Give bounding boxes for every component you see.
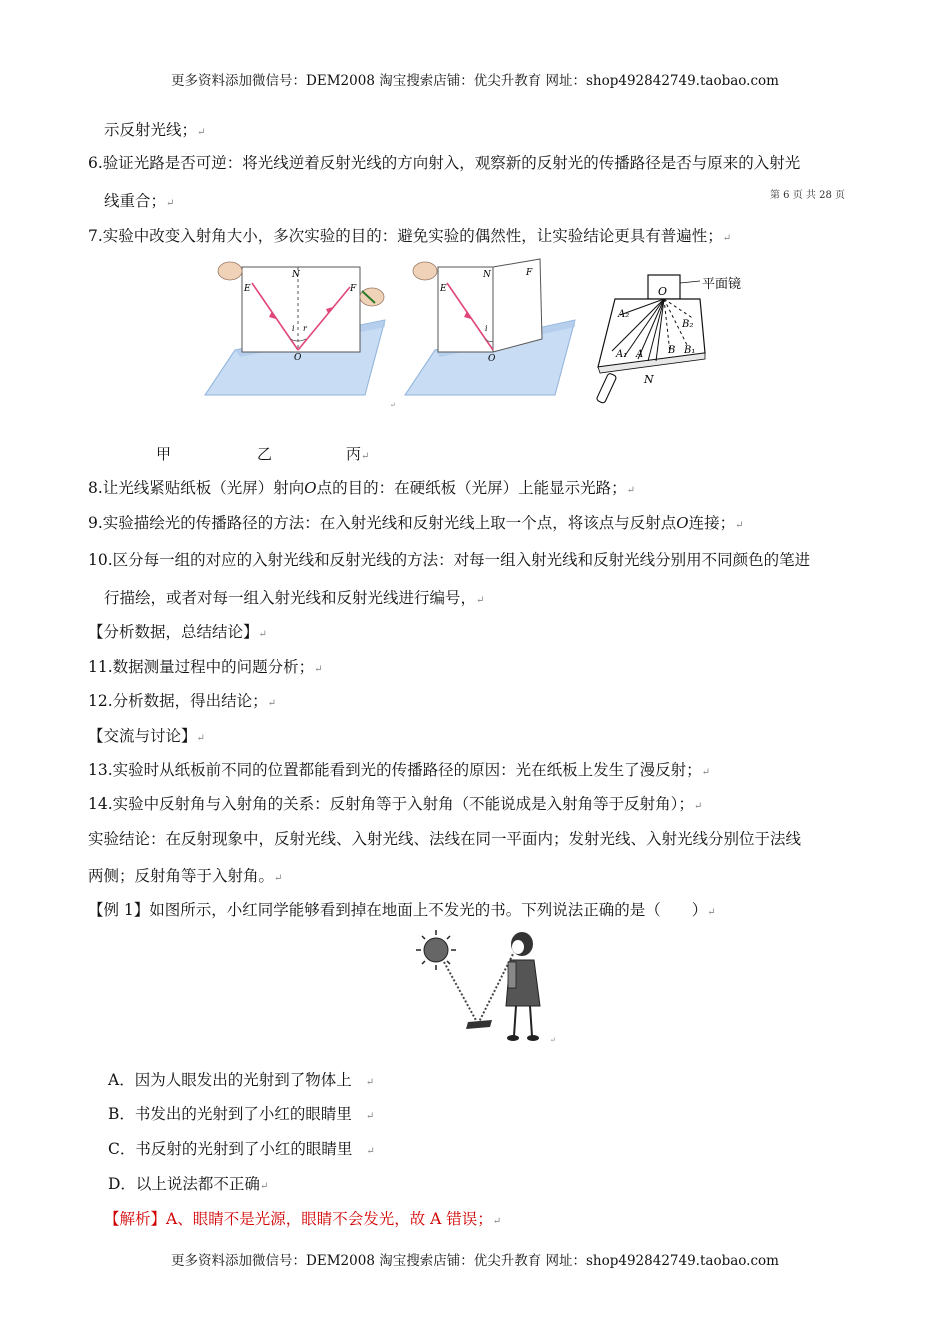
paragraph-mark: ↵ (361, 451, 370, 462)
paragraph-mark: ↵ (693, 801, 703, 812)
paragraph-mark: ↵ (722, 233, 732, 244)
figure-caption-yi: 乙 (257, 445, 273, 463)
text-line: 6.验证光路是否可逆：将光线逆着反射光线的方向射入，观察新的反射光的传播路径是否与原来的入射光 (88, 154, 801, 172)
label-o: O (488, 354, 496, 364)
label-b2: B₂ (682, 319, 694, 330)
paragraph-mark: ↵ (197, 127, 206, 138)
paper-board (242, 267, 360, 352)
paragraph-mark: ↵ (626, 485, 636, 496)
text-line: 11.数据测量过程中的问题分析；↵ (88, 658, 323, 676)
book-icon (466, 1020, 492, 1029)
figure-yi (405, 259, 575, 395)
label-o: O (658, 285, 668, 298)
text-line: 两侧；反射角等于入射角。↵ (88, 867, 283, 885)
paragraph-mark: ↵ (707, 907, 716, 918)
label-a2: A₂ (618, 309, 630, 320)
sun-icon (416, 930, 456, 970)
label-e: E (244, 284, 251, 294)
label-a1: A₁ (616, 349, 628, 360)
figure-caption-bing: 丙↵ (346, 445, 370, 463)
label-n: N (292, 270, 300, 280)
girl-icon (506, 932, 540, 1041)
paragraph-mark: ↵ (492, 1216, 502, 1227)
label-f: F (526, 268, 533, 278)
paragraph-mark: ↵ (314, 664, 323, 675)
paragraph-mark: ↵ (365, 1077, 375, 1088)
text-line: 8.让光线紧贴纸板（光屏）射向O点的目的：在硬纸板（光屏）上能显示光路；↵ (88, 479, 636, 497)
label-a: A (636, 349, 644, 360)
text-line: 线重合；↵ (104, 192, 175, 210)
text-line: 行描绘，或者对每一组入射光线和反射光线进行编号，↵ (104, 589, 485, 607)
paragraph-mark: ↵ (365, 1111, 375, 1122)
label-b: B (668, 345, 676, 356)
section-heading: 【交流与讨论】↵ (88, 727, 205, 745)
text-line: 实验结论：在反射现象中，反射光线、入射光线、法线在同一平面内；发射光线、入射光线分别位于法线 (88, 830, 802, 848)
paragraph-mark: ↵ (258, 629, 267, 640)
paragraph-mark: ↵ (735, 520, 744, 531)
light-ray (444, 962, 478, 1024)
paragraph-mark: ↵ (274, 873, 283, 884)
paragraph-mark: ↵ (701, 767, 711, 778)
hand-icon (218, 262, 242, 280)
label-r: r (303, 324, 307, 333)
option-a: A．因为人眼发出的光射到了物体上 ↵ (108, 1071, 375, 1089)
label-f: F (350, 284, 357, 294)
paragraph-mark: ↵ (476, 595, 485, 606)
text-line: 9.实验描绘光的传播路径的方法：在入射光线和反射光线上取一个点，将该点与反射点O连接；↵ (88, 514, 744, 532)
section-heading: 【分析数据，总结结论】↵ (88, 623, 267, 641)
figure-bing (596, 275, 741, 404)
paragraph-mark: ↵ (196, 733, 205, 744)
option-b: B．书发出的光射到了小红的眼睛里 ↵ (108, 1105, 375, 1123)
text-line: 14.实验中反射角与入射角的关系：反射角等于入射角（不能说成是入射角等于反射角）；↵ (88, 795, 703, 813)
page-number: 第 6 页 共 28 页 (770, 190, 845, 201)
text-line: 10.区分每一组的对应的入射光线和反射光线的方法：对每一组入射光线和反射光线分别用不同颜色的笔进 (88, 551, 811, 569)
page-footer: 更多资料添加微信号：DEM2008 淘宝搜索店铺：优尖升教育 网址：shop492842749.taobao.com (171, 1253, 779, 1269)
paper-board-right-folded (493, 259, 542, 352)
label-o: O (294, 353, 302, 363)
hand-icon (360, 288, 384, 306)
figure-jia (205, 262, 385, 395)
point-o: O (676, 514, 689, 532)
paragraph-mark: ↵ (259, 1181, 269, 1192)
paragraph-mark: ↵ (550, 1036, 556, 1044)
example-figure (412, 928, 562, 1046)
text-line: 7.实验中改变入射角大小，多次实验的目的：避免实验的偶然性，让实验结论更具有普遍性；↵ (88, 227, 732, 245)
label-i: i (485, 324, 488, 333)
page-header: 更多资料添加微信号：DEM2008 淘宝搜索店铺：优尖升教育 网址：shop492842749.taobao.com (171, 73, 779, 89)
flashlight-icon (596, 373, 617, 404)
figure-caption-jia: 甲 (156, 445, 172, 463)
label-n: N (483, 270, 491, 280)
hand-icon (413, 262, 437, 280)
label-e: E (440, 284, 447, 294)
paragraph-mark: ↵ (166, 198, 175, 209)
example-question: 【例 1】如图所示，小红同学能够看到掉在地面上不发光的书。下列说法正确的是（ ）↵ (88, 901, 716, 919)
text-line: 12.分析数据，得出结论；↵ (88, 692, 277, 710)
option-d: D．以上说法都不正确↵ (108, 1175, 269, 1193)
leader-line (680, 281, 700, 283)
paragraph-mark: ↵ (366, 1146, 375, 1157)
point-o: O (304, 479, 317, 497)
answer-analysis: 【解析】A、眼睛不是光源，眼睛不会发光，故 A 错误；↵ (104, 1210, 502, 1228)
paragraph-mark: ↵ (390, 401, 396, 409)
text-line: 13.实验时从纸板前不同的位置都能看到光的传播路径的原因：光在纸板上发生了漫反射；↵ (88, 761, 711, 779)
text-line: 示反射光线；↵ (104, 121, 206, 139)
paragraph-mark: ↵ (267, 698, 277, 709)
label-b1: B₁ (684, 345, 696, 356)
experiment-figures (200, 255, 790, 415)
option-c: C．书反射的光射到了小红的眼睛里 ↵ (108, 1140, 375, 1158)
label-i: i (292, 324, 295, 333)
label-n: N (644, 373, 654, 386)
label-mirror: 平面镜 (702, 277, 742, 292)
